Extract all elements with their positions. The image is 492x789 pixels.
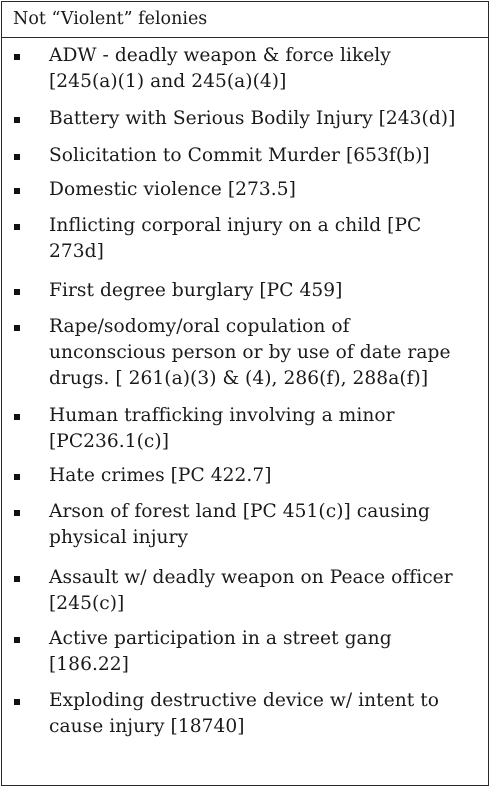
bullet-icon — [14, 474, 20, 480]
list-item-text: Human trafficking involving a minor [PC236.1(c)] — [49, 405, 395, 452]
bullet-icon — [14, 117, 20, 123]
bullet-icon — [14, 325, 20, 331]
bullet-icon — [14, 54, 20, 60]
bullet-icon — [14, 154, 20, 160]
bullet-icon — [14, 699, 20, 705]
bullet-icon — [14, 414, 20, 420]
bullet-icon — [14, 289, 20, 295]
list-item-text: First degree burglary [PC 459] — [49, 280, 343, 301]
bullet-icon — [14, 637, 20, 643]
list-item-text: Rape/sodomy/oral copulation of unconscious person or by use of date rape drugs. [ 261(a)(3) & (4), 286(f), 288a(f)] — [49, 316, 451, 389]
bullet-icon — [14, 510, 20, 516]
felonies-table — [1, 1, 489, 786]
list-item-text: Exploding destructive device w/ intent to cause injury [18740] — [49, 690, 440, 737]
bullet-icon — [14, 224, 20, 230]
list-item-text: Battery with Serious Bodily Injury [243(d)] — [49, 108, 456, 129]
list-item-text: Arson of forest land [PC 451(c)] causing physical injury — [49, 501, 430, 548]
list-item-text: Hate crimes [PC 422.7] — [49, 465, 272, 486]
list-item-text: Inflicting corporal injury on a child [PC 273d] — [49, 215, 422, 262]
list-item-text: Active participation in a street gang [186.22] — [49, 628, 392, 675]
list-item-text: Assault w/ deadly weapon on Peace officer [245(c)] — [49, 567, 453, 614]
bullet-icon — [14, 576, 20, 582]
bullet-icon — [14, 188, 20, 194]
list-item-text: ADW - deadly weapon & force likely [245(a)(1) and 245(a)(4)] — [49, 45, 391, 92]
table-header: Not “Violent” felonies — [2, 2, 488, 38]
list-item-text: Domestic violence [273.5] — [49, 179, 296, 200]
list-item-text: Solicitation to Commit Murder [653f(b)] — [49, 145, 430, 166]
